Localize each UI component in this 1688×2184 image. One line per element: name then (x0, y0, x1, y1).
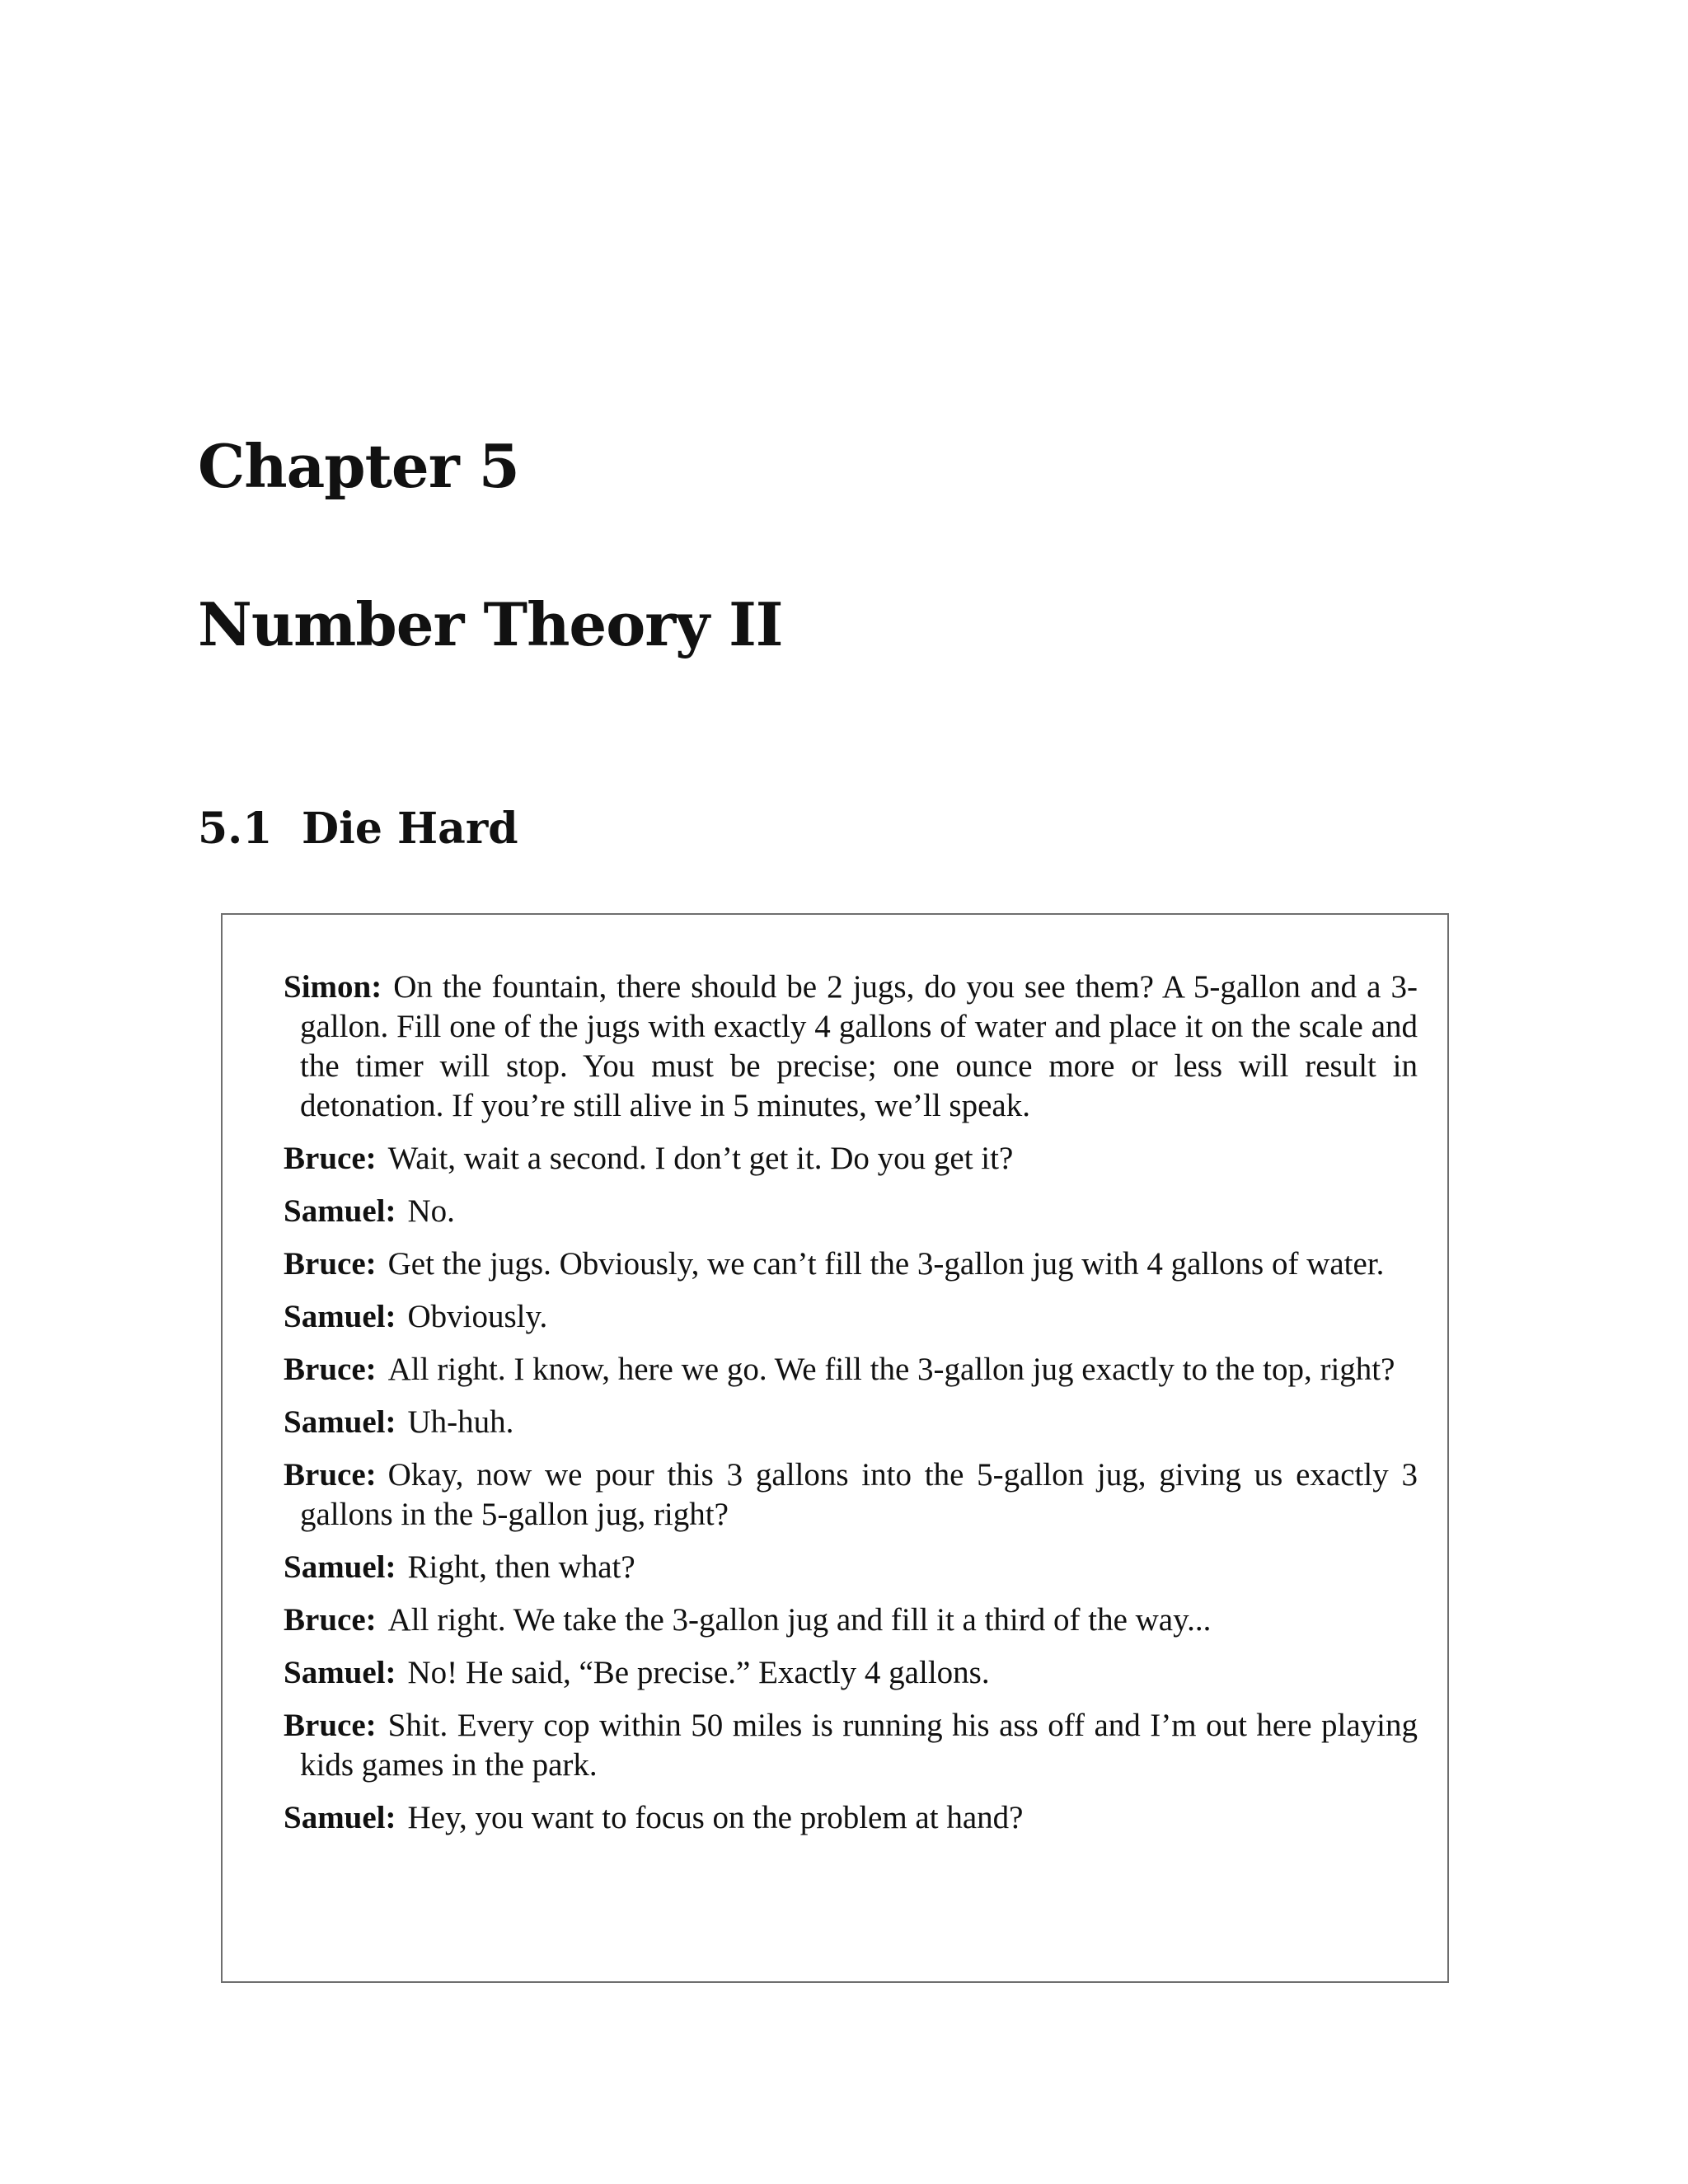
chapter-title: Number Theory II (198, 589, 783, 659)
chapter-label: Chapter 5 (198, 431, 519, 501)
dialogue-text: Shit. Every cop within 50 miles is running his ass off and I’m out here playing kids games in the park. (300, 1708, 1418, 1783)
dialogue-text: No. (407, 1193, 455, 1229)
dialogue-text: Uh-huh. (407, 1404, 514, 1440)
dialogue-text: Okay, now we pour this 3 gallons into the 5-gallon jug, giving us exactly 3 gallons in the 5-gallon jug, right? (300, 1457, 1418, 1532)
speaker-name: Samuel: (284, 1549, 396, 1585)
dialogue-line (284, 968, 1418, 1126)
dialogue-line (284, 1653, 1418, 1693)
speaker-name: Bruce: (284, 1246, 377, 1282)
speaker-name: Bruce: (284, 1352, 377, 1387)
speaker-name: Samuel: (284, 1800, 396, 1835)
dialogue-line (284, 1601, 1418, 1640)
dialogue-box (221, 913, 1449, 1983)
section-number: 5.1 (198, 804, 273, 854)
speaker-name: Samuel: (284, 1404, 396, 1440)
section-title: Die Hard (302, 804, 518, 854)
speaker-name: Bruce: (284, 1141, 377, 1176)
dialogue-line (284, 1244, 1418, 1284)
dialogue-text: Get the jugs. Obviously, we can’t fill the 3-gallon jug with 4 gallons of water. (387, 1246, 1385, 1282)
dialogue-line (284, 1139, 1418, 1179)
speaker-name: Simon: (284, 969, 382, 1005)
dialogue-line (284, 1403, 1418, 1442)
dialogue-text: Hey, you want to focus on the problem at hand? (407, 1800, 1024, 1835)
speaker-name: Bruce: (284, 1708, 377, 1743)
speaker-name: Samuel: (284, 1299, 396, 1334)
dialogue-text: No! He said, “Be precise.” Exactly 4 gallons. (407, 1655, 990, 1690)
speaker-name: Bruce: (284, 1602, 377, 1638)
dialogue-line (284, 1706, 1418, 1785)
dialogue-line (284, 1350, 1418, 1390)
dialogue-line (284, 1798, 1418, 1838)
section-heading (198, 804, 518, 854)
dialogue-text: On the fountain, there should be 2 jugs, do you see them? A 5-gallon and a 3-gallon. Fill one of the jugs with exactly 4 gallons of water and place it on the scale and the timer will stop. You must be precise; one ounce more or less will result in detonation. If you’re still alive in 5 minutes, we’ll speak. (300, 969, 1418, 1123)
speaker-name: Samuel: (284, 1655, 396, 1690)
dialogue-line (284, 1192, 1418, 1231)
dialogue-line (284, 1297, 1418, 1337)
speaker-name: Bruce: (284, 1457, 377, 1493)
dialogue-text: Wait, wait a second. I don’t get it. Do you get it? (387, 1141, 1014, 1176)
dialogue-line (284, 1455, 1418, 1535)
dialogue-text: All right. I know, here we go. We fill the 3-gallon jug exactly to the top, right? (387, 1352, 1395, 1387)
dialogue-line (284, 1548, 1418, 1587)
dialogue-text: Obviously. (407, 1299, 548, 1334)
dialogue-text: Right, then what? (407, 1549, 635, 1585)
dialogue-text: All right. We take the 3-gallon jug and fill it a third of the way... (387, 1602, 1212, 1638)
speaker-name: Samuel: (284, 1193, 396, 1229)
